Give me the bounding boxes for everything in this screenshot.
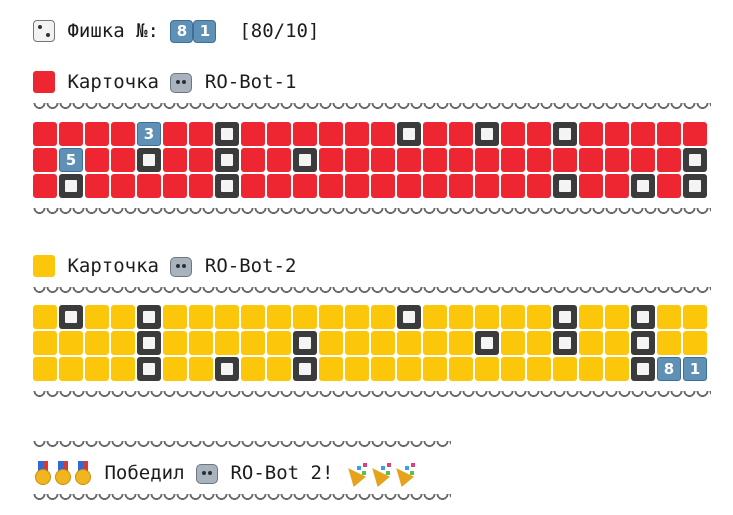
yellow-cell <box>85 331 109 355</box>
marked-cell <box>397 122 421 146</box>
yellow-cell <box>215 331 239 355</box>
yellow-cell <box>345 305 369 329</box>
red-cell <box>501 174 525 198</box>
red-cell <box>605 122 629 146</box>
red-cell <box>527 122 551 146</box>
yellow-cell <box>449 357 473 381</box>
bingo-card-2 <box>33 305 707 381</box>
yellow-cell <box>111 357 135 381</box>
chip-digit-icon: 8 <box>170 20 193 43</box>
yellow-square-icon <box>33 255 56 278</box>
marked-cell <box>631 174 655 198</box>
number-cell: 8 <box>657 357 681 381</box>
red-cell <box>163 122 187 146</box>
yellow-cell <box>579 305 603 329</box>
red-cell <box>631 148 655 172</box>
red-cell <box>85 122 109 146</box>
red-cell <box>293 122 317 146</box>
red-cell <box>345 148 369 172</box>
card-label: Карточка <box>67 71 159 93</box>
party-popper-icon <box>393 461 417 485</box>
red-cell <box>527 148 551 172</box>
marked-cell <box>215 122 239 146</box>
yellow-cell <box>345 357 369 381</box>
wavy-divider <box>33 391 711 399</box>
yellow-cell <box>241 305 265 329</box>
red-cell <box>553 148 577 172</box>
yellow-cell <box>579 331 603 355</box>
marked-cell <box>293 357 317 381</box>
marked-cell <box>683 148 707 172</box>
number-cell: 3 <box>137 122 161 146</box>
bingo-card-1 <box>33 122 707 198</box>
1st-place-medal-icon <box>33 461 53 485</box>
yellow-cell <box>189 331 213 355</box>
yellow-cell <box>423 331 447 355</box>
yellow-cell <box>33 357 57 381</box>
yellow-cell <box>85 305 109 329</box>
winner-label: Победил <box>104 462 185 484</box>
red-cell <box>319 174 343 198</box>
marked-cell <box>475 331 499 355</box>
marked-cell <box>293 148 317 172</box>
yellow-cell <box>527 305 551 329</box>
red-cell <box>657 174 681 198</box>
yellow-cell <box>189 357 213 381</box>
red-cell <box>163 174 187 198</box>
yellow-cell <box>33 331 57 355</box>
red-cell <box>267 174 291 198</box>
card-2-title <box>33 252 296 280</box>
chip-digit-icon: 1 <box>193 20 216 43</box>
yellow-cell <box>293 305 317 329</box>
yellow-cell <box>449 331 473 355</box>
marked-cell <box>553 331 577 355</box>
marked-cell <box>293 331 317 355</box>
yellow-cell <box>605 305 629 329</box>
red-cell <box>397 174 421 198</box>
red-cell <box>33 148 57 172</box>
yellow-cell <box>475 357 499 381</box>
red-cell <box>501 148 525 172</box>
red-cell <box>111 122 135 146</box>
red-cell <box>631 122 655 146</box>
yellow-cell <box>371 331 395 355</box>
marked-cell <box>553 174 577 198</box>
yellow-cell <box>59 331 83 355</box>
red-cell <box>293 174 317 198</box>
marked-cell <box>553 305 577 329</box>
card-1-title <box>33 68 296 96</box>
yellow-cell <box>397 331 421 355</box>
red-cell <box>111 148 135 172</box>
red-cell <box>59 122 83 146</box>
yellow-cell <box>163 331 187 355</box>
yellow-cell <box>345 331 369 355</box>
marked-cell <box>631 331 655 355</box>
red-cell <box>189 174 213 198</box>
red-cell <box>241 122 265 146</box>
yellow-cell <box>423 357 447 381</box>
red-cell <box>267 122 291 146</box>
red-cell <box>605 174 629 198</box>
marked-cell <box>59 305 83 329</box>
red-cell <box>241 174 265 198</box>
robot-icon <box>170 71 193 94</box>
yellow-cell <box>215 305 239 329</box>
marked-cell <box>475 122 499 146</box>
red-cell <box>683 122 707 146</box>
red-cell <box>449 174 473 198</box>
wavy-divider <box>33 287 711 295</box>
red-cell <box>371 122 395 146</box>
chip-label: Фишка №: <box>67 20 159 42</box>
red-square-icon <box>33 71 56 94</box>
yellow-cell <box>527 331 551 355</box>
marked-cell <box>137 331 161 355</box>
wavy-divider <box>33 208 711 216</box>
marked-cell <box>215 174 239 198</box>
yellow-cell <box>657 305 681 329</box>
yellow-cell <box>189 305 213 329</box>
red-cell <box>371 148 395 172</box>
red-cell <box>137 174 161 198</box>
yellow-cell <box>397 357 421 381</box>
wavy-divider <box>33 441 451 449</box>
game-die-icon <box>33 20 56 43</box>
1st-place-medal-icon <box>53 461 73 485</box>
yellow-cell <box>33 305 57 329</box>
red-cell <box>345 122 369 146</box>
yellow-cell <box>553 357 577 381</box>
red-cell <box>241 148 265 172</box>
yellow-cell <box>683 305 707 329</box>
yellow-cell <box>501 305 525 329</box>
red-cell <box>33 122 57 146</box>
marked-cell <box>137 357 161 381</box>
marked-cell <box>215 148 239 172</box>
wavy-divider <box>33 494 451 502</box>
yellow-cell <box>111 331 135 355</box>
yellow-cell <box>501 331 525 355</box>
red-cell <box>267 148 291 172</box>
red-cell <box>345 174 369 198</box>
yellow-cell <box>371 305 395 329</box>
red-cell <box>85 174 109 198</box>
red-cell <box>423 122 447 146</box>
red-cell <box>189 148 213 172</box>
yellow-cell <box>111 305 135 329</box>
yellow-cell <box>605 357 629 381</box>
red-cell <box>605 148 629 172</box>
yellow-cell <box>527 357 551 381</box>
red-cell <box>657 148 681 172</box>
bot-name: RO-Bot-2 <box>204 255 297 277</box>
red-cell <box>397 148 421 172</box>
yellow-cell <box>319 357 343 381</box>
yellow-cell <box>423 305 447 329</box>
red-cell <box>449 148 473 172</box>
yellow-cell <box>267 305 291 329</box>
marked-cell <box>137 148 161 172</box>
card-label: Карточка <box>67 255 159 277</box>
yellow-cell <box>267 331 291 355</box>
winner-bot-name: RO-Bot 2! <box>230 462 334 484</box>
yellow-cell <box>319 305 343 329</box>
marked-cell <box>631 357 655 381</box>
yellow-cell <box>449 305 473 329</box>
1st-place-medal-icon <box>73 461 93 485</box>
red-cell <box>371 174 395 198</box>
red-cell <box>319 148 343 172</box>
red-cell <box>527 174 551 198</box>
yellow-cell <box>163 357 187 381</box>
number-cell: 1 <box>683 357 707 381</box>
yellow-cell <box>683 331 707 355</box>
yellow-cell <box>501 357 525 381</box>
yellow-cell <box>241 331 265 355</box>
red-cell <box>579 174 603 198</box>
red-cell <box>475 174 499 198</box>
yellow-cell <box>579 357 603 381</box>
yellow-cell <box>85 357 109 381</box>
marked-cell <box>59 174 83 198</box>
yellow-cell <box>267 357 291 381</box>
wavy-divider <box>33 103 711 111</box>
draw-progress: [80/10] <box>239 20 320 42</box>
marked-cell <box>397 305 421 329</box>
red-cell <box>85 148 109 172</box>
red-cell <box>33 174 57 198</box>
marked-cell <box>683 174 707 198</box>
red-cell <box>319 122 343 146</box>
red-cell <box>423 174 447 198</box>
robot-icon <box>196 462 219 485</box>
bot-name: RO-Bot-1 <box>204 71 297 93</box>
red-cell <box>423 148 447 172</box>
red-cell <box>163 148 187 172</box>
yellow-cell <box>241 357 265 381</box>
marked-cell <box>137 305 161 329</box>
yellow-cell <box>371 357 395 381</box>
yellow-cell <box>319 331 343 355</box>
winner-line <box>33 459 417 487</box>
yellow-cell <box>605 331 629 355</box>
red-cell <box>475 148 499 172</box>
red-cell <box>657 122 681 146</box>
yellow-cell <box>657 331 681 355</box>
number-cell: 5 <box>59 148 83 172</box>
marked-cell <box>215 357 239 381</box>
red-cell <box>501 122 525 146</box>
yellow-cell <box>59 357 83 381</box>
yellow-cell <box>163 305 187 329</box>
marked-cell <box>631 305 655 329</box>
red-cell <box>111 174 135 198</box>
robot-icon <box>170 255 193 278</box>
red-cell <box>579 148 603 172</box>
red-cell <box>449 122 473 146</box>
red-cell <box>579 122 603 146</box>
draw-status-line <box>33 17 319 45</box>
red-cell <box>189 122 213 146</box>
yellow-cell <box>475 305 499 329</box>
marked-cell <box>553 122 577 146</box>
